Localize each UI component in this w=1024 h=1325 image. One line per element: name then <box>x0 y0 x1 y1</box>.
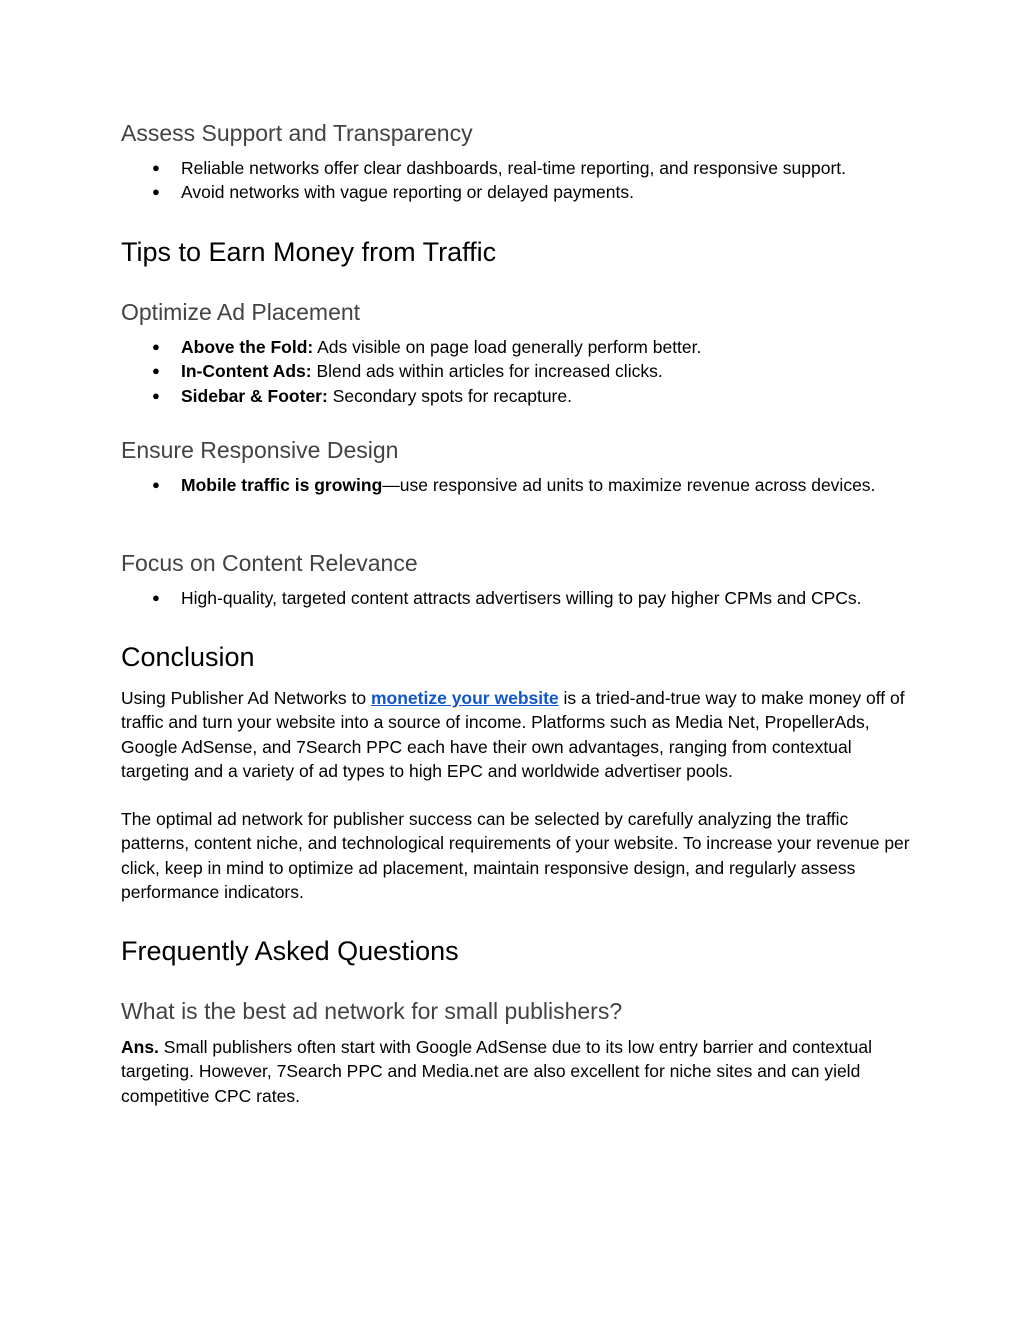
bullet-icon: ● <box>152 339 160 354</box>
bullet-icon: ● <box>152 590 160 605</box>
relevance-list <box>121 586 911 610</box>
assess-list <box>121 156 911 205</box>
list-item: ● Reliable networks offer clear dashboards, real-time reporting, and responsive support. <box>121 156 911 180</box>
heading-tips: Tips to Earn Money from Traffic <box>121 237 497 267</box>
heading-assess-support: Assess Support and Transparency <box>121 120 473 146</box>
conclusion-paragraph-1: Using Publisher Ad Networks to monetize your website is a tried-and-true way to make money off of traffic and turn your website into a source of income. Platforms such as Media Net, PropellerAds, Google AdSense, and 7Search PPC each have their own advantages, ranging from contextual targeting and a variety of ad types to high EPC and worldwide advertiser pools. <box>121 688 905 782</box>
bullet-icon: ● <box>152 477 160 492</box>
list-item: ● High-quality, targeted content attracts advertisers willing to pay higher CPMs and CPCs. <box>121 586 911 610</box>
faq-question: What is the best ad network for small publishers? <box>121 998 623 1024</box>
responsive-list <box>121 473 911 497</box>
bullet-icon: ● <box>152 184 160 200</box>
list-item: ● Avoid networks with vague reporting or delayed payments. <box>121 180 911 204</box>
bullet-icon: ● <box>152 387 160 403</box>
list-item: ● Sidebar & Footer: Secondary spots for recapture. <box>121 384 911 408</box>
list-item: ● In-Content Ads: Blend ads within articles for increased clicks. <box>121 359 911 383</box>
list-item: ● Mobile traffic is growing—use responsive ad units to maximize revenue across devices. <box>121 473 911 497</box>
list-item: ● Above the Fold: Ads visible on page load generally perform better. <box>121 335 911 359</box>
conclusion-paragraph-2: The optimal ad network for publisher success can be selected by carefully analyzing the traffic patterns, content niche, and technological requirements of your website. To increase your revenue per click, keep in mind to optimize ad placement, maintain responsive design, and regularly assess performance indicators. <box>121 809 910 903</box>
heading-content-relevance: Focus on Content Relevance <box>121 550 418 576</box>
monetize-website-link[interactable]: monetize your website <box>370 688 559 708</box>
heading-responsive-design: Ensure Responsive Design <box>121 437 399 463</box>
bullet-icon: ● <box>152 160 160 175</box>
heading-conclusion: Conclusion <box>121 642 255 672</box>
heading-faq: Frequently Asked Questions <box>121 936 459 966</box>
placement-list <box>121 335 911 408</box>
heading-optimize-placement: Optimize Ad Placement <box>121 299 361 325</box>
bullet-icon: ● <box>152 363 160 379</box>
faq-answer: Ans. Small publishers often start with Google AdSense due to its low entry barrier and contextual targeting. However, 7Search PPC and Media.net are also excellent for niche sites and can yield competitive CPC rates. <box>121 1037 872 1106</box>
